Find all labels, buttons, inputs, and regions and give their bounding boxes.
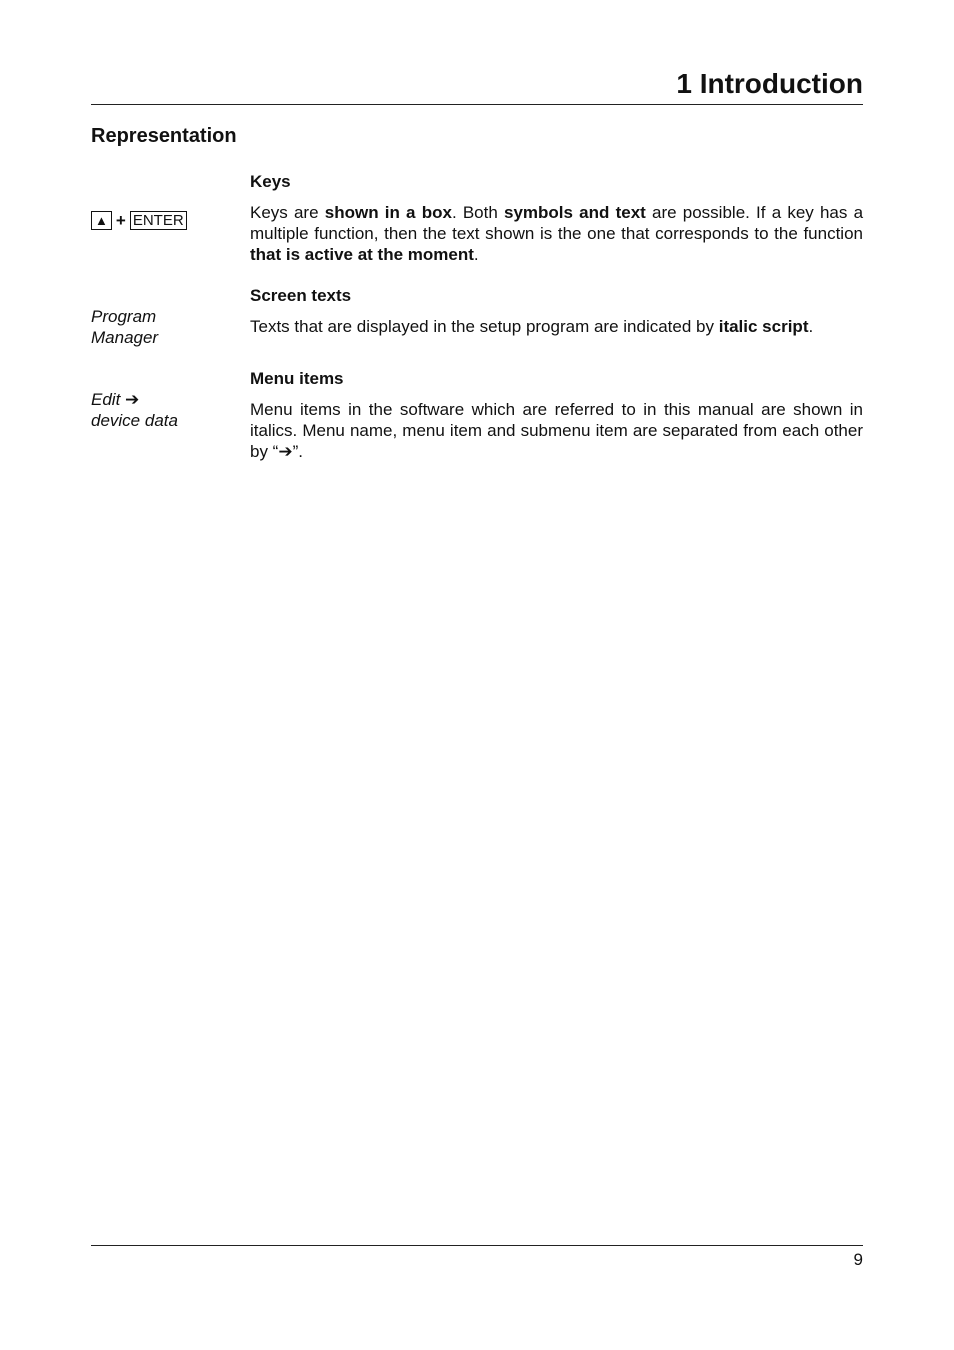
text-run: are possible. If a key has a multiple function, then the text shown is the one that corresponds to the function	[250, 203, 864, 243]
menu-items-heading: Menu items	[250, 369, 344, 388]
text-run: Menu items in the software which are referred to in this manual are shown in italics. Menu name, menu item and submenu item are separated from each other by “	[250, 400, 863, 461]
bold-run: shown in a box	[324, 203, 452, 222]
chapter-title: 1 Introduction	[676, 68, 863, 99]
screen-text-example	[91, 306, 241, 348]
text-run: Keys are	[250, 203, 325, 222]
text-run: . Both	[451, 203, 505, 222]
menu-item-line: device data	[91, 411, 178, 430]
section-title: Representation	[91, 125, 237, 147]
arrow-icon: ➔	[278, 442, 293, 461]
page-number: 9	[853, 1250, 863, 1269]
screen-texts-heading: Screen texts	[250, 286, 352, 305]
plus-sign: +	[115, 211, 126, 231]
up-arrow-key-icon: ▲	[91, 211, 112, 230]
footer-rule	[91, 1245, 863, 1246]
menu-item-line: Edit ➔	[91, 390, 140, 409]
keys-example	[91, 209, 241, 231]
bold-run: symbols and text	[504, 203, 646, 222]
header-rule	[91, 104, 863, 105]
text-run: .	[808, 317, 814, 336]
menu-item-example	[91, 389, 241, 431]
screen-texts-paragraph	[250, 316, 863, 337]
screen-text-line: Manager	[91, 328, 159, 347]
text-run: Texts that are displayed in the setup program are indicated by	[250, 317, 719, 336]
menu-items-paragraph	[250, 399, 863, 462]
enter-key: ENTER	[130, 211, 187, 230]
bold-run: italic script	[718, 317, 809, 336]
keys-heading: Keys	[250, 172, 291, 191]
text-run: .	[473, 245, 479, 264]
screen-text-line: Program	[91, 307, 157, 326]
keys-paragraph	[250, 202, 863, 265]
bold-run: that is active at the moment	[250, 245, 474, 264]
text-run: ”.	[292, 442, 303, 461]
